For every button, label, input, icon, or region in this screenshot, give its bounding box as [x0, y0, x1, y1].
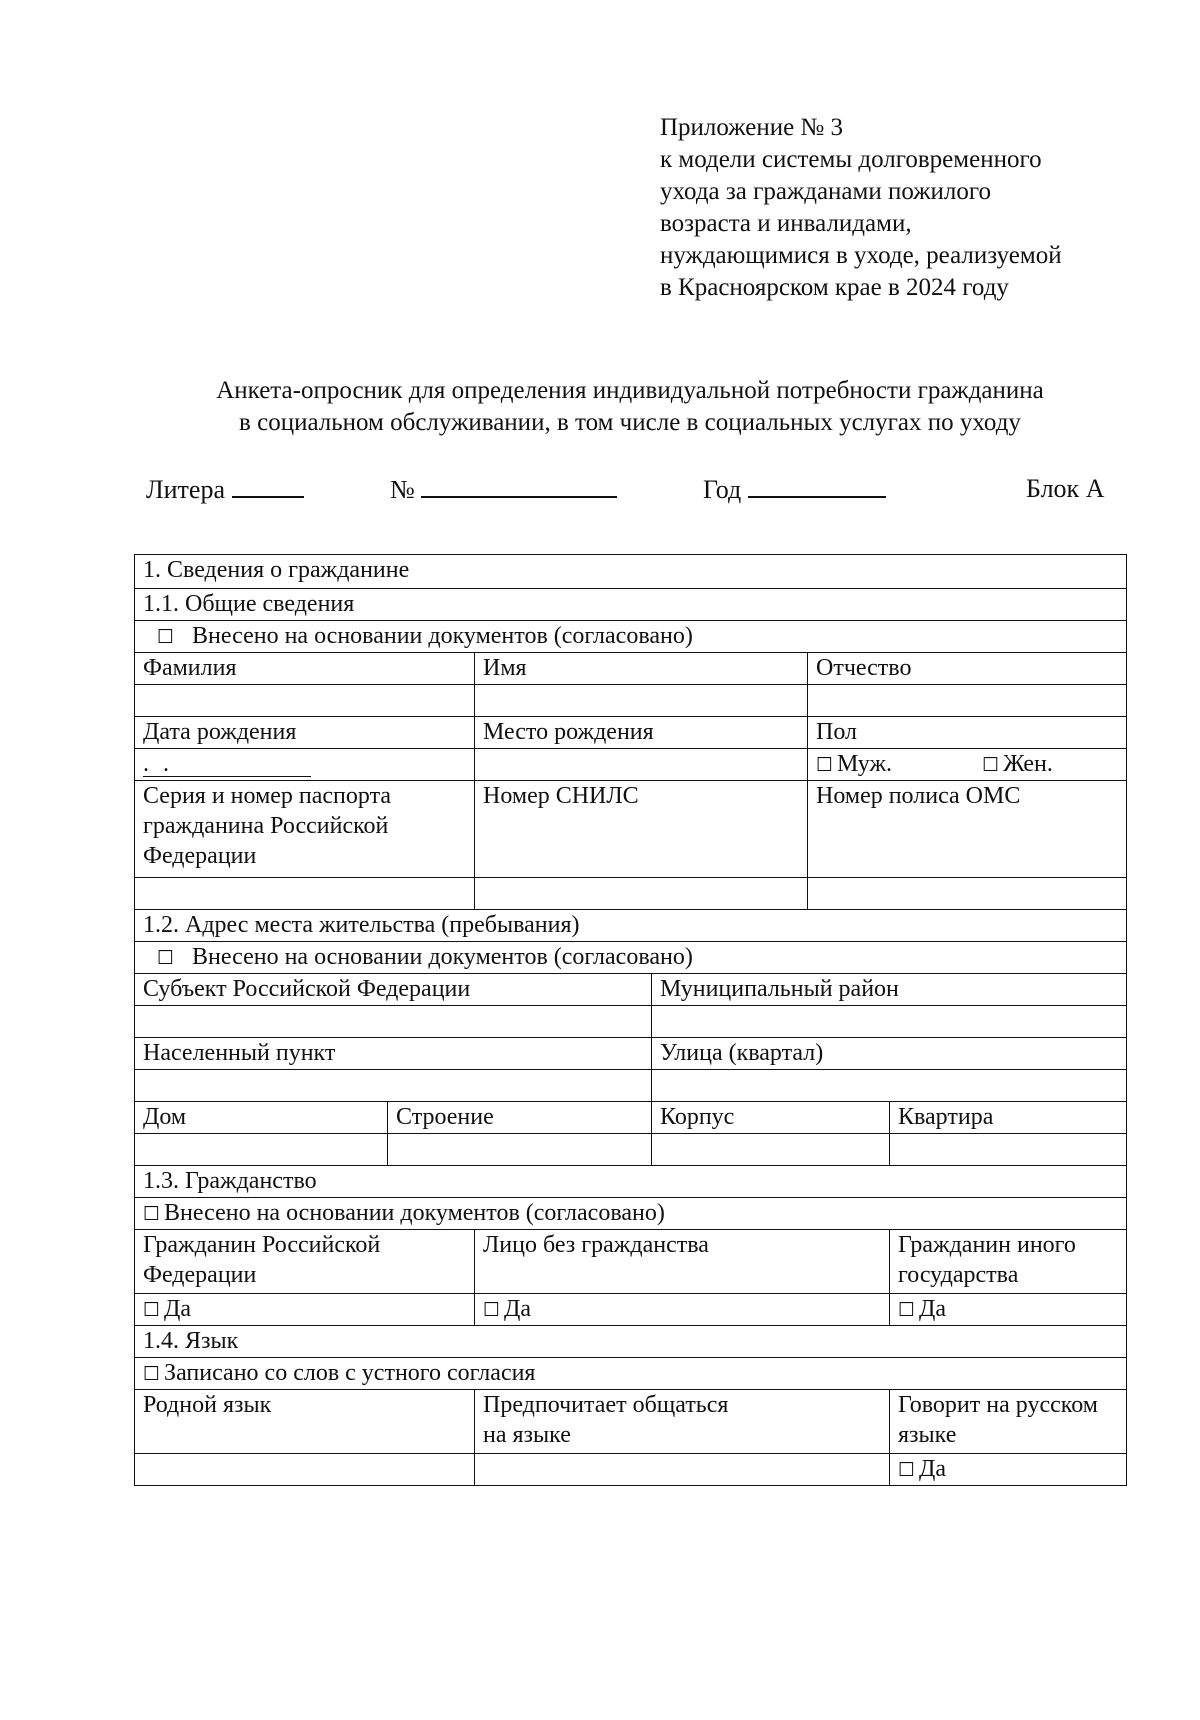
section-1-4-title: 1.4. Язык [135, 1326, 1127, 1358]
date-template: . . [143, 752, 311, 777]
name-input[interactable] [475, 685, 808, 717]
male-option: Муж. [837, 751, 893, 777]
citizen-rf-yes [135, 1294, 475, 1326]
appendix-line: возраста и инвалидами, [660, 210, 912, 237]
checkbox-icon[interactable]: ☐ [157, 947, 175, 969]
appendix-header [660, 112, 1062, 304]
yes-label: Да [164, 1296, 192, 1322]
settlement-input[interactable] [135, 1070, 652, 1102]
block-label: Блок А [1026, 474, 1105, 503]
year-blank[interactable] [748, 474, 886, 498]
checkbox-icon[interactable]: ☐ [898, 1459, 916, 1481]
citizen-rf-label-line: Гражданин Российской [143, 1232, 381, 1258]
foreign-citizen-label-line: Гражданин иного [898, 1232, 1076, 1258]
apartment-label: Квартира [890, 1102, 1127, 1134]
region-label: Субъект Российской Федерации [135, 974, 652, 1006]
citizen-form-table [134, 554, 1127, 1486]
consent-label: Внесено на основании документов (согласовано) [192, 944, 693, 970]
street-input[interactable] [652, 1070, 1127, 1102]
preferred-language-input[interactable] [475, 1454, 890, 1486]
litera-blank[interactable] [232, 474, 304, 498]
checkbox-icon[interactable]: ☐ [483, 1299, 501, 1321]
checkbox-icon[interactable]: ☐ [143, 1203, 161, 1225]
year-label: Год [703, 475, 742, 504]
settlement-label: Населенный пункт [135, 1038, 652, 1070]
section-1-3-title: 1.3. Гражданство [135, 1166, 1127, 1198]
native-language-input[interactable] [135, 1454, 475, 1486]
section-1-1-title: 1.1. Общие сведения [135, 589, 1127, 621]
speaks-russian-label-line: языке [898, 1422, 957, 1448]
birth-place-input[interactable] [475, 749, 808, 781]
section-1-title: 1. Сведения о гражданине [135, 555, 1127, 589]
native-language-label: Родной язык [135, 1390, 475, 1454]
speaks-russian-yes [890, 1454, 1127, 1486]
district-label: Муниципальный район [652, 974, 1127, 1006]
consent-row-1-2 [135, 942, 1127, 974]
oms-input[interactable] [808, 878, 1127, 910]
appendix-line: нуждающимися в уходе, реализуемой [660, 242, 1062, 269]
preferred-language-label-line: на языке [483, 1422, 571, 1448]
patronymic-label: Отчество [808, 653, 1127, 685]
birth-date-input[interactable] [135, 749, 475, 781]
title-line-1: Анкета-опросник для определения индивидуальной потребности гражданина [216, 377, 1044, 404]
sex-label: Пол [808, 717, 1127, 749]
appendix-line: ухода за гражданами пожилого [660, 178, 991, 205]
passport-label-line: Федерации [143, 843, 257, 869]
consent-label: Записано со слов с устного согласия [164, 1360, 536, 1386]
appendix-line: Приложение № 3 [660, 114, 844, 141]
consent-row-1-4 [135, 1358, 1127, 1390]
house-input[interactable] [135, 1134, 388, 1166]
corpus-input[interactable] [652, 1134, 890, 1166]
street-label: Улица (квартал) [652, 1038, 1127, 1070]
district-input[interactable] [652, 1006, 1127, 1038]
passport-label-line: Серия и номер паспорта [143, 783, 392, 809]
corpus-label: Корпус [652, 1102, 890, 1134]
document-title [130, 375, 1130, 439]
passport-label [135, 781, 475, 878]
checkbox-icon[interactable]: ☐ [157, 626, 175, 648]
number-label: № [390, 475, 415, 504]
stateless-label: Лицо без гражданства [475, 1230, 890, 1294]
citizen-rf-label-line: Федерации [143, 1262, 257, 1288]
consent-label: Внесено на основании документов (согласовано) [164, 1200, 665, 1226]
patronymic-input[interactable] [808, 685, 1127, 717]
surname-input[interactable] [135, 685, 475, 717]
litera-label: Литера [146, 475, 225, 504]
snils-input[interactable] [475, 878, 808, 910]
oms-label: Номер полиса ОМС [808, 781, 1127, 878]
year-field [703, 474, 886, 505]
region-input[interactable] [135, 1006, 652, 1038]
appendix-line: в Красноярском крае в 2024 году [660, 274, 1009, 301]
section-1-2-title: 1.2. Адрес места жительства (пребывания) [135, 910, 1127, 942]
number-blank[interactable] [421, 474, 617, 498]
passport-input[interactable] [135, 878, 475, 910]
house-label: Дом [135, 1102, 388, 1134]
consent-row-1-1 [135, 621, 1127, 653]
number-field [390, 474, 617, 505]
checkbox-icon[interactable]: ☐ [143, 1363, 161, 1385]
consent-label: Внесено на основании документов (согласовано) [192, 623, 693, 649]
building-label: Строение [388, 1102, 652, 1134]
speaks-russian-label [890, 1390, 1127, 1454]
female-option: Жен. [1003, 751, 1053, 777]
checkbox-icon[interactable]: ☐ [898, 1299, 916, 1321]
snils-label: Номер СНИЛС [475, 781, 808, 878]
preferred-language-label-line: Предпочитает общаться [483, 1392, 729, 1418]
checkbox-icon[interactable]: ☐ [143, 1299, 161, 1321]
foreign-citizen-yes [890, 1294, 1127, 1326]
title-line-2: в социальном обслуживании, в том числе в социальных услугах по уходу [239, 409, 1021, 436]
citizen-rf-label [135, 1230, 475, 1294]
yes-label: Да [919, 1456, 947, 1482]
stateless-yes [475, 1294, 890, 1326]
checkbox-icon[interactable]: ☐ [816, 754, 834, 776]
checkbox-icon[interactable]: ☐ [982, 754, 1000, 776]
litera-field [146, 474, 304, 505]
foreign-citizen-label [890, 1230, 1127, 1294]
surname-label: Фамилия [135, 653, 475, 685]
birth-place-label: Место рождения [475, 717, 808, 749]
building-input[interactable] [388, 1134, 652, 1166]
consent-row-1-3 [135, 1198, 1127, 1230]
yes-label: Да [504, 1296, 532, 1322]
speaks-russian-label-line: Говорит на русском [898, 1392, 1098, 1418]
preferred-language-label [475, 1390, 890, 1454]
sex-options [808, 749, 1127, 781]
apartment-input[interactable] [890, 1134, 1127, 1166]
yes-label: Да [919, 1296, 947, 1322]
name-label: Имя [475, 653, 808, 685]
foreign-citizen-label-line: государства [898, 1262, 1019, 1288]
passport-label-line: гражданина Российской [143, 813, 389, 839]
appendix-line: к модели системы долговременного [660, 146, 1042, 173]
birth-date-label: Дата рождения [135, 717, 475, 749]
